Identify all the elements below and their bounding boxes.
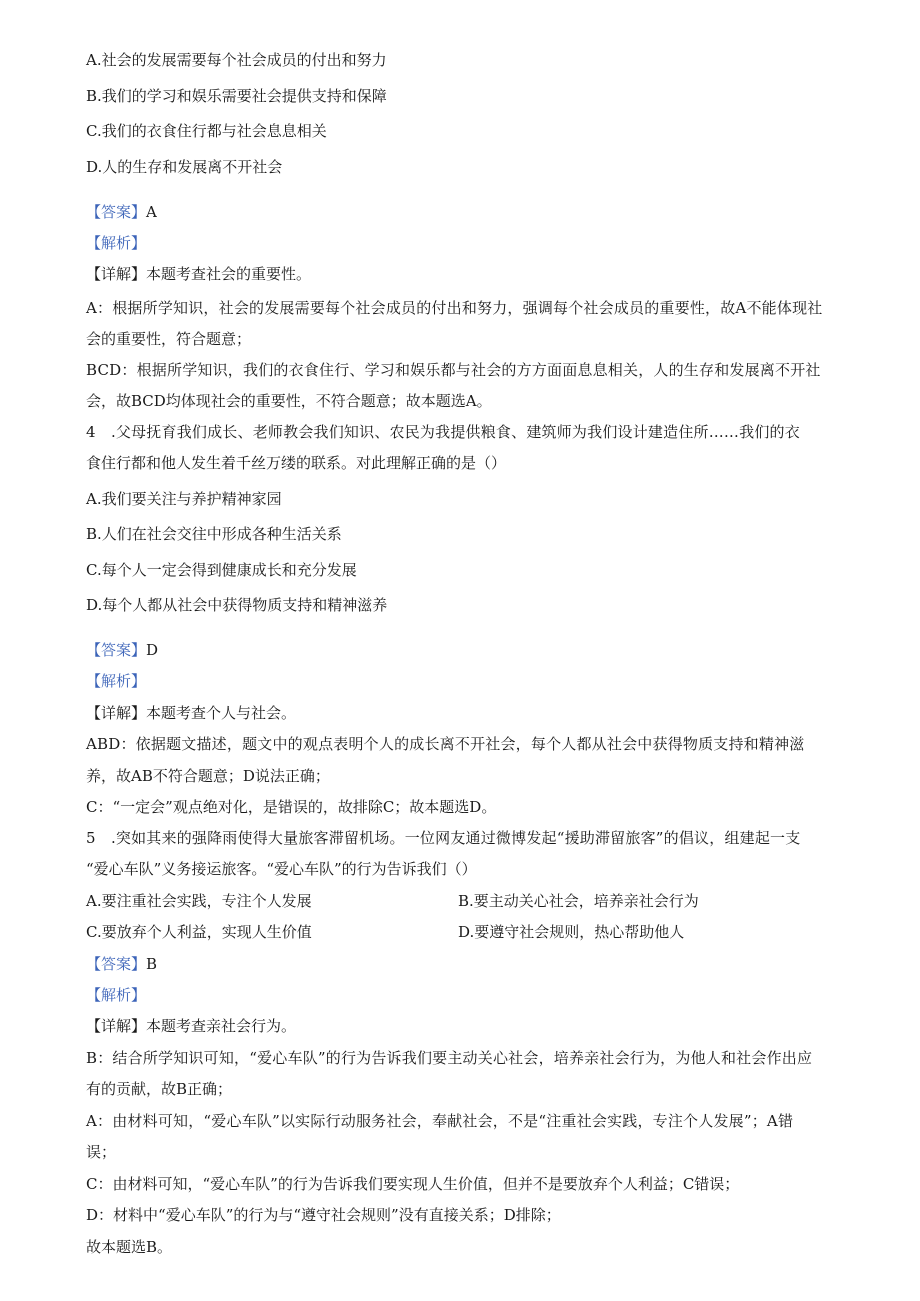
q3-detail-1: A：根据所学知识，社会的发展需要每个社会成员的付出和努力，强调每个社会成员的重要性，故A不能体现社	[86, 299, 823, 317]
q4-option-d: D.每个人都从社会中获得物质支持和精神滋养	[86, 596, 388, 614]
q5-option-d: D.要遵守社会规则，热心帮助他人	[458, 923, 685, 941]
q5-option-c: C.要放弃个人利益，实现人生价值	[86, 923, 312, 941]
q3-option-a: A.社会的发展需要每个社会成员的付出和努力	[86, 51, 387, 69]
q5-option-a: A.要注重社会实践，专注个人发展	[86, 892, 312, 910]
answer-value: A	[146, 203, 157, 221]
q5-analysis-tag: 【解析】	[86, 986, 147, 1004]
q4-answer	[86, 640, 158, 660]
q4-analysis-tag: 【解析】	[86, 672, 147, 690]
q3-answer	[86, 202, 157, 222]
q3-option-d: D.人的生存和发展离不开社会	[86, 158, 283, 176]
q4-stem-1: 食住行都和他人发生着千丝万缕的联系。对此理解正确的是（）	[86, 454, 507, 472]
answer-value: D	[146, 641, 159, 659]
q4-detail-1: ABD：依据题文描述，题文中的观点表明个人的成长离不开社会，每个人都从社会中获得物质支持和精神滋	[86, 735, 805, 753]
q5-option-b: B.要主动关心社会，培养亲社会行为	[458, 892, 699, 910]
q5-detail-4: 误；	[86, 1143, 117, 1161]
answer-value: B	[146, 955, 158, 973]
q5-stem-1: “爱心车队”义务接运旅客。“爱心车队”的行为告诉我们（）	[86, 860, 477, 878]
q5-detail-6: D：材料中“爱心车队”的行为与“遵守社会规则”没有直接关系；D排除；	[86, 1206, 561, 1224]
q3-detail-3: BCD：根据所学知识，我们的衣食住行、学习和娱乐都与社会的方方面面息息相关，人的生存和发展离不开社	[86, 361, 821, 379]
q4-option-a: A.我们要关注与养护精神家园	[86, 490, 282, 508]
q3-option-b: B.我们的学习和娱乐需要社会提供支持和保障	[86, 87, 387, 105]
q5-detail-5: C：由材料可知，“爱心车队”的行为告诉我们要实现人生价值，但并不是要放弃个人利益；C错误；	[86, 1175, 740, 1193]
q5-detail-1: B：结合所学知识可知，“爱心车队”的行为告诉我们要主动关心社会，培养亲社会行为，为他人和社会作出应	[86, 1049, 813, 1067]
q4-stem-0: 4 .父母抚育我们成长、老师教会我们知识、农民为我提供粮食、建筑师为我们设计建造住所……我们的衣	[86, 423, 800, 441]
q3-detail-4: 会，故BCD均体现社会的重要性，不符合题意；故本题选A。	[86, 392, 492, 410]
q5-stem-0: 5 .突如其来的强降雨使得大量旅客滞留机场。一位网友通过微博发起“援助滞留旅客”的倡议，组建起一支	[86, 829, 801, 847]
q3-option-c: C.我们的衣食住行都与社会息息相关	[86, 122, 327, 140]
q4-detail-2: 养，故AB不符合题意；D说法正确；	[86, 767, 330, 785]
q4-option-b: B.人们在社会交往中形成各种生活关系	[86, 525, 342, 543]
q4-detail-0: 【详解】本题考查个人与社会。	[86, 704, 297, 722]
q4-option-c: C.每个人一定会得到健康成长和充分发展	[86, 561, 357, 579]
q5-detail-7: 故本题选B。	[86, 1238, 173, 1256]
answer-tag: 【答案】	[86, 641, 147, 659]
q5-detail-0: 【详解】本题考查亲社会行为。	[86, 1017, 297, 1035]
q3-detail-0: 【详解】本题考查社会的重要性。	[86, 265, 312, 283]
answer-tag: 【答案】	[86, 955, 147, 973]
q3-analysis-tag: 【解析】	[86, 234, 147, 252]
answer-tag: 【答案】	[86, 203, 147, 221]
q4-detail-3: C：“一定会”观点绝对化，是错误的，故排除C；故本题选D。	[86, 798, 497, 816]
q5-detail-2: 有的贡献，故B正确；	[86, 1080, 233, 1098]
q3-detail-2: 会的重要性，符合题意；	[86, 330, 252, 348]
q5-answer	[86, 954, 157, 974]
q5-detail-3: A：由材料可知，“爱心车队”以实际行动服务社会，奉献社会，不是“注重社会实践，专注个人发展”；A错	[86, 1112, 794, 1130]
